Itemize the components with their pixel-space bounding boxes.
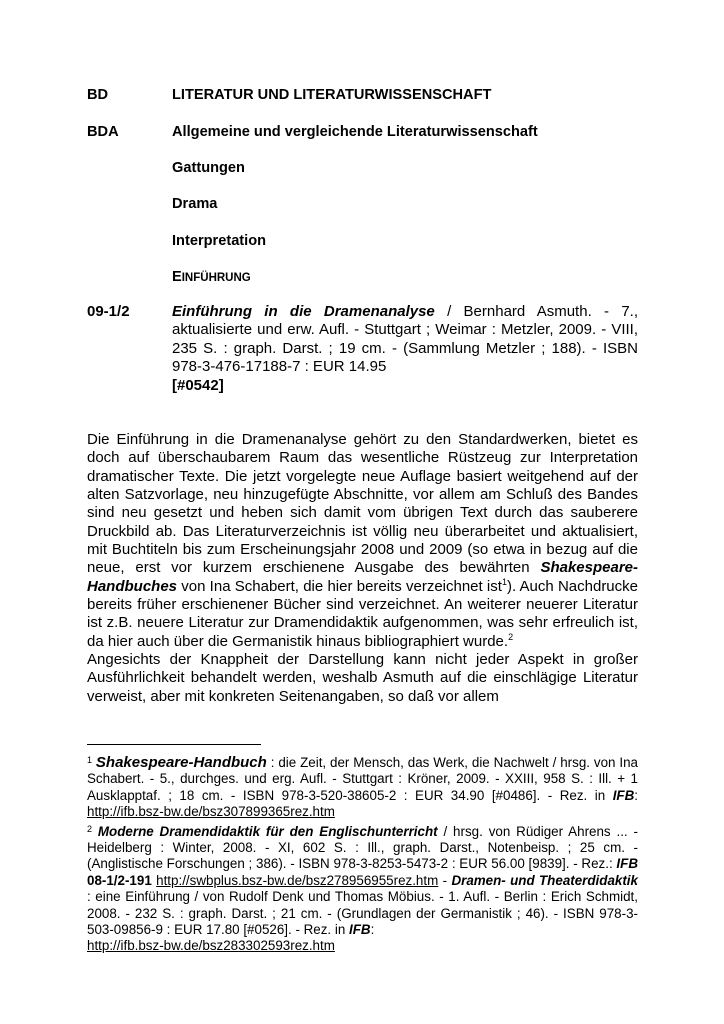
footnote-text: : die Zeit, der Mensch, das Werk, die Nachwelt / hrsg. von Ina Schabert. - 5., durchges. und erg. Aufl. - Stuttgart : Kröner, 2009. - XXIII, 958 S. : Ill. + 1 Ausklapptaf. ; 18 cm. - ISBN 978-3-520-38605-2 : EUR 34.90 [#0486]. - Rez. in — [87, 755, 638, 803]
section-initial: E — [172, 269, 182, 285]
review-link[interactable]: http://ifb.bsz-bw.de/bsz307899365rez.htm — [87, 804, 335, 820]
classification-title: Allgemeine und vergleichende Literaturwissenschaft — [172, 124, 538, 140]
entry-code: 09-1/2 — [87, 303, 130, 320]
footnote-number: 1 — [87, 755, 93, 765]
section-label — [172, 268, 251, 287]
review-body — [87, 431, 638, 706]
classification-code: BDA — [87, 124, 119, 140]
footnotes — [87, 752, 638, 955]
review-link[interactable]: http://swbplus.bsz-bw.de/bsz278956955rez.htm — [156, 872, 439, 888]
ifb-code: 08-1/2-191 — [87, 872, 152, 888]
ifb-label: IFB — [616, 856, 638, 872]
section-rest: INFÜHRUNG — [181, 272, 251, 284]
text-run: Die Einführung in die Dramenanalyse gehört zu den Standardwerken, bietet es doch auf überschaubarem Raum das wesentliche Rüstzeug zur Interpretation dramatischer Texte. Die jetzt vorgelegte neue Auflage basiert weitgehend auf der alten Satzvorlage, neu hinzugefügte Abschnitte, vor allem am Schluß des Bandes sind neu gesetzt und heben sich damit vom übrigen Text durch das sauberere Druckbild ab. Das Literaturverzeichnis ist völlig neu überarbeitet und aktualisiert, mit Buchtiteln bis zum Erscheinungsjahr 2008 und 2009 (so etwa in bezug auf die neue, erst vor kurzem erschienene Ausgabe des bewährten — [87, 431, 638, 577]
book-title: Shakespeare-Handbuches — [87, 559, 638, 595]
text-run: ). Auch Nachdrucke bereits früher erschienener Bücher sind verzeichnet. An weiterer neuerer Literatur ist z.B. neuere Literatur zur Dramendidaktik aufgenommen, was sehr erfreulich ist, da hier auch über die Germanistik hinaus bibliographiert wurde. — [87, 577, 638, 650]
footnote-text: : eine Einführung / von Rudolf Denk und Thomas Möbius. - 1. Aufl. - Berlin : Erich Schmidt, 2008. - 232 S. : graph. Darst. ; 21 cm. - (Grundlagen der Germanistik ; 46). - ISBN 978-3-503-09856-9 : EUR 17.80 [#0526]. - Rez. in — [87, 889, 638, 938]
bibliographic-entry — [172, 303, 638, 395]
punct: : — [370, 922, 375, 938]
subheading-label: Drama — [172, 196, 218, 212]
punct: : — [634, 787, 638, 803]
entry-biblio: / Bernhard Asmuth. - 7., aktualisierte und erw. Aufl. - Stuttgart ; Weimar : Metzler, 2009. - VIII, 235 S. : graph. Darst. ; 19 cm. - (Sammlung Metzler ; 188). - ISBN 978-3-476-17188-7 : EUR 14.95 — [172, 303, 639, 376]
footnote-title: Shakespeare-Handbuch — [95, 754, 267, 771]
footnote-separator — [87, 744, 261, 745]
subheading-label: Interpretation — [172, 233, 267, 249]
entry-title: Einführung in die Dramenanalyse — [172, 303, 435, 320]
footnote-title: Dramen- und Theaterdidaktik — [451, 872, 638, 888]
footnote-2 — [87, 821, 638, 955]
review-link[interactable]: http://ifb.bsz-bw.de/bsz283302593rez.htm — [87, 938, 335, 954]
footnote-number: 2 — [87, 823, 93, 834]
paragraph — [87, 431, 638, 651]
classification-title: LITERATUR UND LITERATURWISSENSCHAFT — [172, 87, 492, 103]
ifb-label: IFB — [612, 787, 635, 803]
footnote-title: Moderne Dramendidaktik für den Englischunterricht — [97, 823, 438, 839]
paragraph: Angesichts der Knappheit der Darstellung kann nicht jeder Aspekt in großer Ausführlichkeit behandelt werden, weshalb Asmuth auf die einschlägige Literatur verweist, aber mit konkreten Seitenangaben, so daß vor allem — [87, 651, 638, 705]
footnote-text: / hrsg. von Rüdiger Ahrens ... - Heidelberg : Winter, 2008. - XI, 602 S. : Ill., graph. Darst., Notenbeisp. ; 25 cm. - (Anglistische Forschungen ; 386). - ISBN 978-3-8253-5473-2 : EUR 56.00 [9839]. - Rez.: — [87, 823, 638, 872]
subheading-label: Gattungen — [172, 160, 245, 176]
text-run: von Ina Schabert, die hier bereits verzeichnet ist — [177, 577, 502, 595]
footnote-ref[interactable]: 1 — [501, 576, 507, 587]
ifb-label: IFB — [349, 922, 371, 938]
footnote-1 — [87, 752, 638, 821]
footnote-ref[interactable]: 2 — [508, 631, 514, 642]
punct: - — [438, 872, 452, 888]
entry-id: [#0542] — [172, 376, 224, 394]
classification-code: BD — [87, 87, 109, 103]
